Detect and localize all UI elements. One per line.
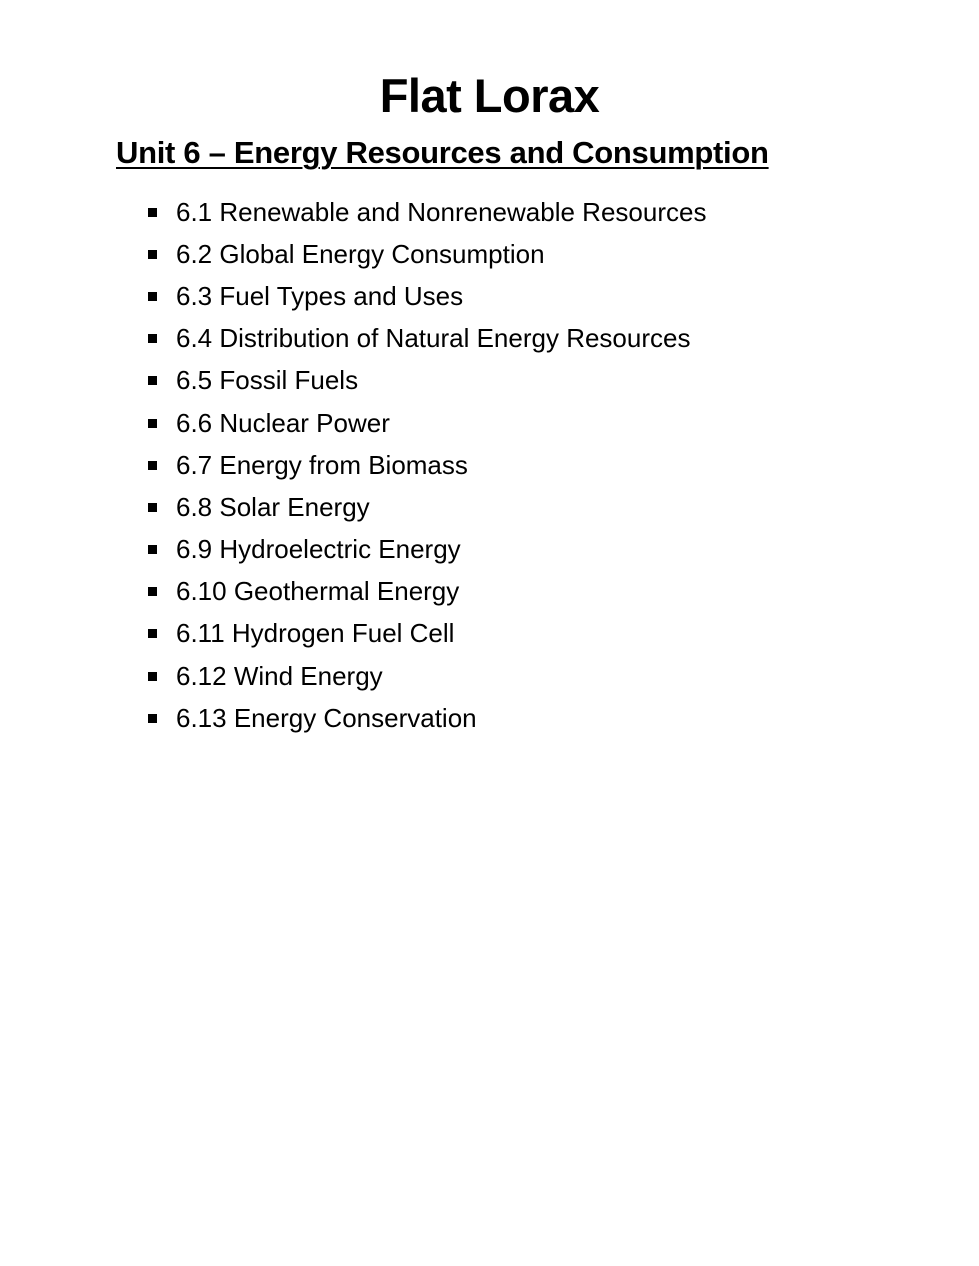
list-item: [145, 613, 706, 655]
list-item: [145, 444, 706, 486]
square-bullet-icon: [148, 419, 157, 428]
topic-label: 6.1 Renewable and Nonrenewable Resources: [176, 196, 707, 227]
topic-label: 6.13 Energy Conservation: [176, 702, 477, 733]
square-bullet-icon: [148, 587, 157, 596]
page-title: Flat Lorax: [379, 69, 600, 122]
topic-label: 6.6 Nuclear Power: [176, 407, 390, 438]
topic-label: 6.4 Distribution of Natural Energy Resources: [176, 323, 691, 354]
square-bullet-icon: [148, 334, 157, 343]
square-bullet-icon: [148, 503, 157, 512]
unit-heading: Unit 6 – Energy Resources and Consumption: [116, 135, 769, 170]
topic-list: [145, 191, 706, 739]
topic-label: 6.9 Hydroelectric Energy: [176, 534, 461, 565]
topic-label: 6.7 Energy from Biomass: [176, 449, 468, 480]
list-item: [145, 191, 706, 233]
list-item: [145, 486, 706, 528]
list-item: [145, 529, 706, 571]
topic-label: 6.5 Fossil Fuels: [176, 365, 359, 396]
topic-label: 6.12 Wind Energy: [176, 660, 383, 691]
list-item: [145, 360, 706, 402]
topic-label: 6.11 Hydrogen Fuel Cell: [176, 618, 455, 649]
list-item: [145, 571, 706, 613]
square-bullet-icon: [148, 376, 157, 385]
list-item: [145, 275, 706, 317]
square-bullet-icon: [148, 292, 157, 301]
square-bullet-icon: [148, 208, 157, 217]
square-bullet-icon: [148, 629, 157, 638]
list-item: [145, 402, 706, 444]
list-item: [145, 697, 706, 739]
list-item: [145, 655, 706, 697]
square-bullet-icon: [148, 672, 157, 681]
list-item: [145, 318, 706, 360]
topic-label: 6.10 Geothermal Energy: [176, 576, 460, 607]
topic-label: 6.8 Solar Energy: [176, 491, 370, 522]
topic-label: 6.2 Global Energy Consumption: [176, 238, 545, 269]
square-bullet-icon: [148, 545, 157, 554]
topic-label: 6.3 Fuel Types and Uses: [176, 280, 464, 311]
square-bullet-icon: [148, 714, 157, 723]
list-item: [145, 233, 706, 275]
square-bullet-icon: [148, 250, 157, 259]
square-bullet-icon: [148, 461, 157, 470]
